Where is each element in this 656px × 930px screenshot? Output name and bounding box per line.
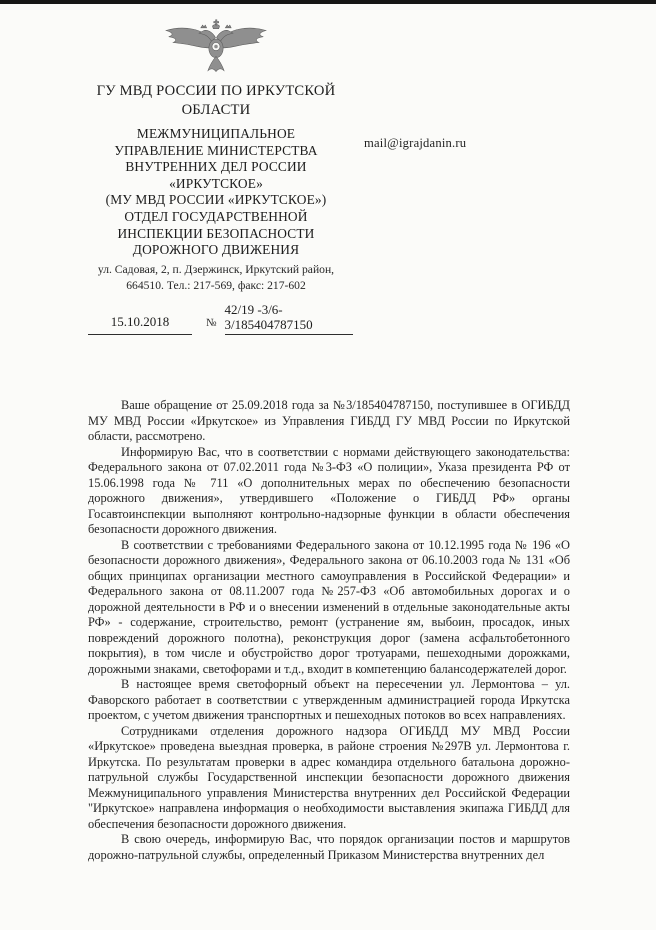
- org-address: [64, 262, 368, 295]
- document-number-line: 42/19 -3/6-: [224, 301, 283, 317]
- letter-paragraph-4: В настоящее время светофорный объект на пересечении ул. Лермонтова – ул. Фаворского работает в соответствии с утвержденным администрацией города Иркутска проектом, с учетом движения транспортных и пешеходных потоков во всех направлениях.: [88, 677, 570, 722]
- org-name-line: ОТДЕЛ ГОСУДАРСТВЕННОЙ: [124, 208, 308, 224]
- document-number: [225, 302, 353, 335]
- letter-body: [88, 398, 570, 863]
- mvd-double-headed-eagle-icon: [160, 18, 272, 76]
- org-name-line: (МУ МВД РОССИИ «ИРКУТСКОЕ»): [105, 192, 327, 208]
- letter-paragraph-3: В соответствии с требованиями Федерального закона от 10.12.1995 года № 196 «О безопасности дорожного движения», Федерального закона от 06.10.2003 года № 131 «Об общих принципах организации местного самоуправления в Российской Федерации» и Федерального закона от 08.11.2007 года №257-ФЗ «Об автомобильных дорогах и о дорожной деятельности в РФ и о внесении изменений в отдельные законодательные акты РФ» - содержание, строительство, ремонт (устранение ям, выбоин, просадок, иных повреждений дорожного полотна), реконструкция дорог (замена асфальтобетонного покрытия), в том числе и обустройство дорог тротуарами, пешеходными дорожками, дорожными знаками, светофорами и т.д., входит в компетенцию балансодержателей дорог.: [88, 537, 570, 676]
- org-address-line: 664510. Тел.: 217-569, факс: 217-602: [126, 279, 306, 293]
- letter-paragraph-6: В свою очередь, информирую Вас, что порядок организации постов и маршрутов дорожно-патрульной службы, определенный Приказом Министерства внутренних дел: [88, 832, 570, 862]
- org-name-line: ИНСПЕКЦИИ БЕЗОПАСНОСТИ: [117, 225, 315, 241]
- scan-artifact-top-bar: [0, 0, 656, 4]
- org-name-line: УПРАВЛЕНИЕ МИНИСТЕРСТВА: [114, 142, 318, 158]
- sender-email: mail@igrajdanin.ru: [364, 136, 467, 150]
- agency-name: [64, 82, 368, 120]
- org-name-line: МЕЖМУНИЦИПАЛЬНОЕ: [136, 126, 296, 141]
- org-name: [64, 126, 368, 259]
- document-date: 15.10.2018: [88, 314, 192, 335]
- document-number-line: 3/185404787150: [224, 316, 313, 332]
- letter-paragraph-1: Ваше обращение от 25.09.2018 года за №3/185404787150, поступившее в ОГИБДД МУ МВД России «Иркутское» из Управления ГИБДД ГУ МВД России по Иркутской области, рассмотрено.: [88, 398, 570, 443]
- letterhead: [64, 12, 368, 335]
- org-name-line: ВНУТРЕННИХ ДЕЛ РОССИИ: [125, 159, 307, 175]
- letter-paragraph-5: Сотрудниками отделения дорожного надзора ОГИБДД МУ МВД России «Иркутское» проведена выездная проверка, в районе строения №297В ул. Лермонтова г. Иркутска. По результатам проверки в адрес командира отдельного батальона дорожно-патрульной службы Государственной инспекции безопасности дорожного движения Межмуниципального управления Министерства внутренних дел Российской Федерации "Иркутское» направлена информация о необходимости выставления экипажа ГИБДД для обеспечения безопасности дорожного движения.: [88, 723, 570, 831]
- agency-name-line: ГУ МВД РОССИИ ПО ИРКУТСКОЙ: [96, 83, 336, 99]
- number-sign: №: [206, 316, 217, 329]
- reference-row: [64, 302, 368, 335]
- agency-name-line: ОБЛАСТИ: [181, 102, 251, 118]
- org-name-line: «ИРКУТСКОЕ»: [169, 175, 263, 191]
- letter-paragraph-2: Информирую Вас, что в соответствии с нормами действующего законодательства: Федерального закона от 07.02.2011 года №3-ФЗ «О полиции», Указа президента РФ от 15.06.1998 года № 711 «О дополнительных мерах по обеспечению безопасности дорожного движения», утвердившего «Положение о ГИБДД РФ» органы Госавтоинспекции выполняют контрольно-надзорные функции в области обеспечения безопасности дорожного движения.: [88, 444, 570, 536]
- org-name-line: ДОРОЖНОГО ДВИЖЕНИЯ: [132, 242, 300, 258]
- org-address-line: ул. Садовая, 2, п. Дзержинск, Иркутский район,: [97, 262, 335, 276]
